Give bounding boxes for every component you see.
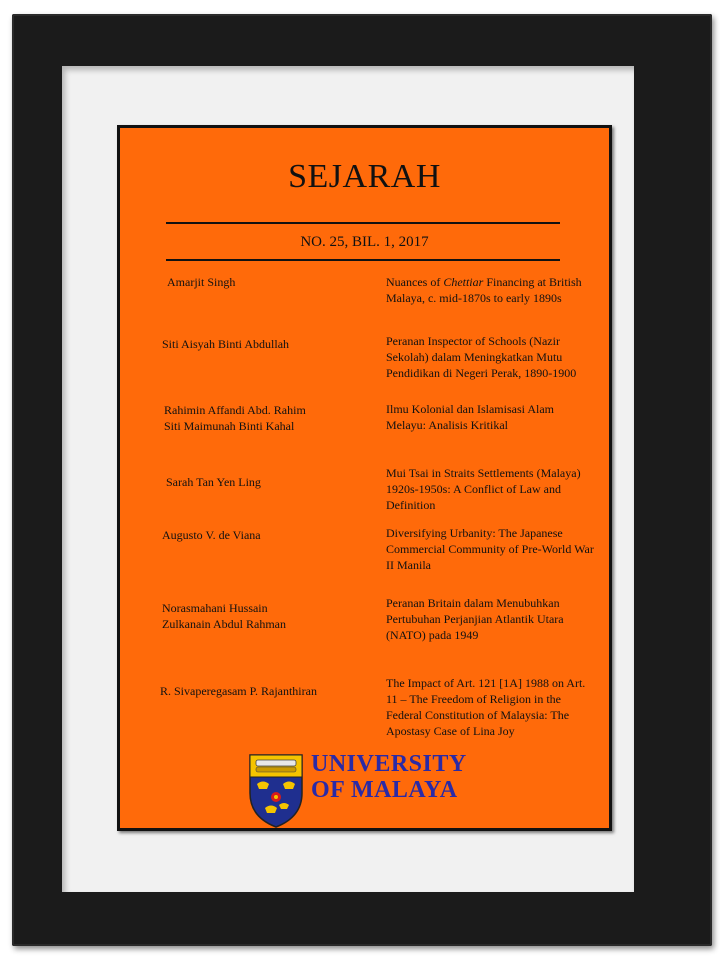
entry-title: Diversifying Urbanity: The Japanese Commercial Community of Pre-World War II Manila (386, 526, 594, 572)
author-name: R. Sivaperegasam P. Rajanthiran (160, 684, 317, 698)
author-name: Rahimin Affandi Abd. Rahim (164, 403, 306, 417)
author-name: Amarjit Singh (167, 275, 236, 289)
university-crest-icon (248, 753, 304, 829)
entry-author (160, 683, 370, 699)
university-name-line2: OF MALAYA (311, 777, 458, 803)
author-name: Siti Maimunah Binti Kahal (164, 419, 295, 433)
entry-title: Peranan Inspector of Schools (Nazir Sekolah) dalam Meningkatkan Mutu Pendidikan di Negeri Perak, 1890-1900 (386, 334, 577, 380)
entry-author (162, 527, 372, 543)
entry-author (164, 402, 374, 434)
entry-author (162, 336, 372, 352)
author-name: Augusto V. de Viana (162, 528, 261, 542)
title-italic-text: Chettiar (443, 275, 484, 289)
entry-title: The Impact of Art. 121 [1A] 1988 on Art. 11 – The Freedom of Religion in the Federal Constitution of Malaysia: The Apostasy Case of Lina Joy (386, 676, 586, 738)
title-rule-bottom (166, 259, 560, 261)
entry-title: Mui Tsai in Straits Settlements (Malaya) 1920s-1950s: A Conflict of Law and Definition (386, 466, 581, 512)
author-name: Siti Aisyah Binti Abdullah (162, 337, 290, 351)
entry-author (167, 274, 377, 290)
author-name: Norasmahani Hussain (162, 601, 268, 615)
issue-number: NO. 25, BIL. 1, 2017 (300, 234, 429, 250)
entry-title (386, 274, 596, 306)
title-text: Financing at British Malaya, c. mid-1870s to early 1890s (386, 275, 582, 305)
author-name: Zulkanain Abdul Rahman (162, 617, 286, 631)
university-name-line1: UNIVERSITY (311, 751, 467, 777)
journal-cover (117, 125, 612, 831)
entry-title: Peranan Britain dalam Menubuhkan Pertubuhan Perjanjian Atlantik Utara (NATO) pada 1949 (386, 596, 564, 642)
journal-title: SEJARAH (288, 158, 441, 195)
author-name: Sarah Tan Yen Ling (166, 475, 261, 489)
title-text: Nuances of (386, 275, 444, 289)
university-logo (248, 753, 488, 829)
entry-author (162, 600, 372, 632)
entry-author (166, 474, 376, 490)
title-rule-top (166, 222, 560, 224)
entry-title: Ilmu Kolonial dan Islamisasi Alam Melayu: Analisis Kritikal (386, 402, 554, 432)
